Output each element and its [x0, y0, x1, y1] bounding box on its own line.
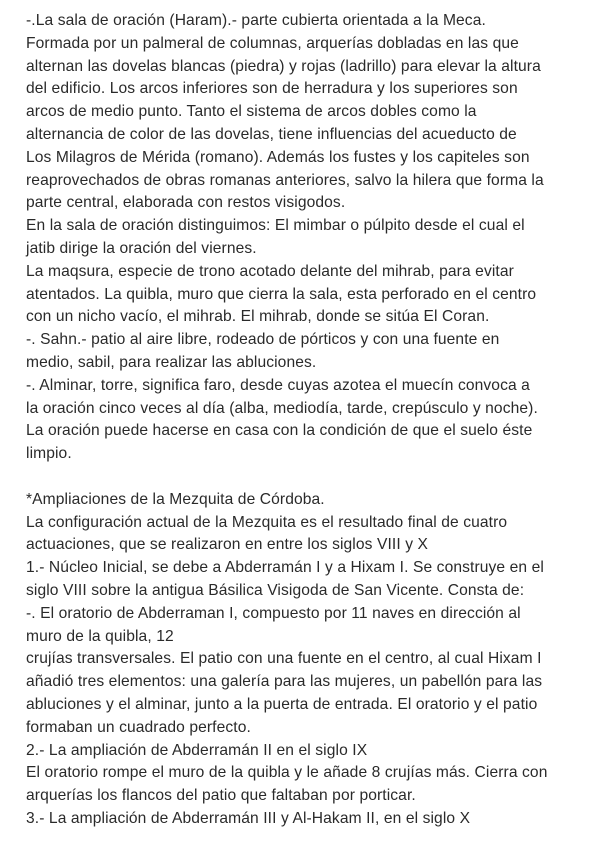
text-line: del edificio. Los arcos inferiores son de herradura y los superiores son: [26, 80, 518, 98]
text-line: la oración cinco veces al día (alba, mediodía, tarde, crepúsculo y noche).: [26, 399, 538, 417]
text-line: con un nicho vacío, el mihrab. El mihrab, donde se sitúa El Coran.: [26, 308, 490, 326]
text-line: reaprovechados de obras romanas anteriores, salvo la hilera que forma la: [26, 171, 544, 189]
text-line: En la sala de oración distinguimos: El mimbar o púlpito desde el cual el: [26, 217, 525, 235]
text-line: alternancia de color de las dovelas, tiene influencias del acueducto de: [26, 125, 517, 143]
text-line: -. El oratorio de Abderraman I, compuesto por 11 naves en dirección al: [26, 604, 521, 622]
text-line: muro de la quibla, 12: [26, 627, 174, 645]
text-line: alternan las dovelas blancas (piedra) y rojas (ladrillo) para elevar la altura: [26, 57, 541, 75]
text-line: -.La sala de oración (Haram).- parte cubierta orientada a la Meca.: [26, 12, 486, 29]
text-line: 1.- Núcleo Inicial, se debe a Abderramán I y a Hixam I. Se construye en el: [26, 559, 544, 577]
text-line: Formada por un palmeral de columnas, arquerías dobladas en las que: [26, 34, 519, 52]
text-line: medio, sabil, para realizar las abluciones.: [26, 353, 317, 371]
text-line: abluciones y el alminar, junto a la puerta de entrada. El oratorio y el patio: [26, 695, 538, 713]
document-text: [26, 10, 596, 831]
text-line: 2.- La ampliación de Abderramán II en el siglo IX: [26, 741, 368, 759]
text-line: La configuración actual de la Mezquita es el resultado final de cuatro: [26, 513, 508, 531]
text-line: La maqsura, especie de trono acotado delante del mihrab, para evitar: [26, 262, 514, 280]
text-line: crujías transversales. El patio con una fuente en el centro, al cual Hixam I: [26, 650, 542, 668]
text-line: parte central, elaborada con restos visigodos.: [26, 194, 346, 212]
text-line: limpio.: [26, 445, 72, 463]
text-line: La oración puede hacerse en casa con la condición de que el suelo éste: [26, 422, 533, 440]
text-line: -. Sahn.- patio al aire libre, rodeado de pórticos y con una fuente en: [26, 331, 500, 349]
text-line: El oratorio rompe el muro de la quibla y le añade 8 crujías más. Cierra con: [26, 764, 548, 782]
text-line: -. Alminar, torre, significa faro, desde cuyas azotea el muecín convoca a: [26, 376, 530, 394]
text-line: Los Milagros de Mérida (romano). Además los fustes y los capiteles son: [26, 148, 530, 166]
text-line: siglo VIII sobre la antigua Básilica Visigoda de San Vicente. Consta de:: [26, 581, 525, 599]
text-line: formaban un cuadrado perfecto.: [26, 718, 251, 736]
section-heading: *Ampliaciones de la Mezquita de Córdoba.: [26, 490, 325, 508]
text-line: 3.- La ampliación de Abderramán III y Al-Hakam II, en el siglo X: [26, 809, 471, 827]
text-line: jatib dirige la oración del viernes.: [26, 239, 257, 257]
text-line: añadió tres elementos: una galería para las mujeres, un pabellón para las: [26, 673, 543, 691]
text-line: arcos de medio punto. Tanto el sistema de arcos dobles como la: [26, 103, 477, 121]
text-line: arquerías los flancos del patio que faltaban por porticar.: [26, 787, 416, 805]
text-line: actuaciones, que se realizaron en entre los siglos VIII y X: [26, 536, 429, 554]
blank-line: [26, 466, 596, 489]
text-line: atentados. La quibla, muro que cierra la sala, esta perforado en el centro: [26, 285, 537, 303]
